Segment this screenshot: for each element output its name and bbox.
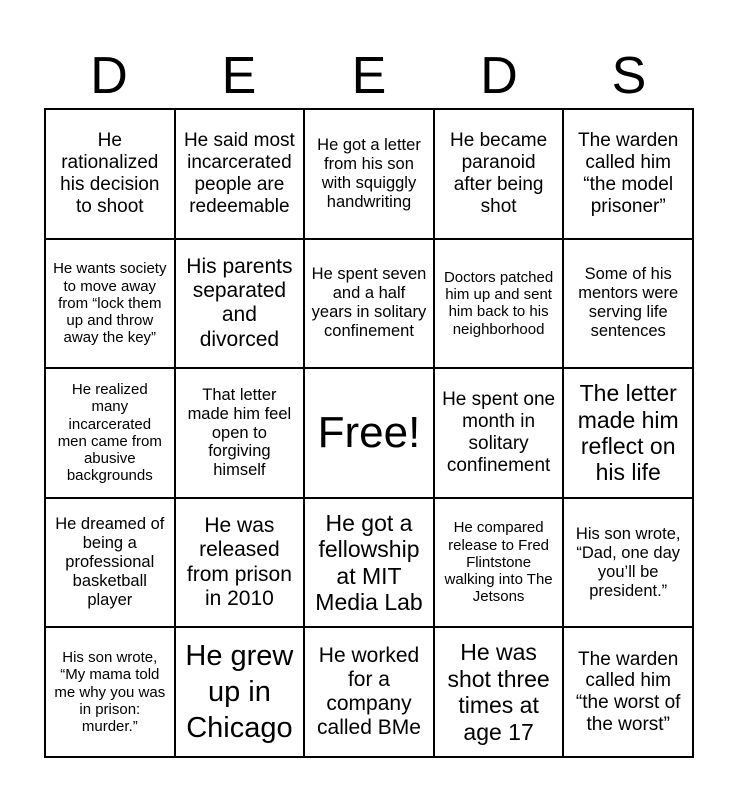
header-letter: D bbox=[90, 47, 128, 105]
bingo-cell[interactable]: He was shot three times at age 17 bbox=[434, 627, 564, 757]
bingo-cell[interactable]: He got a letter from his son with squiggly handwriting bbox=[304, 109, 434, 239]
bingo-cell[interactable]: He dreamed of being a professional basketball player bbox=[45, 498, 175, 628]
header-letter: E bbox=[351, 47, 387, 105]
bingo-cell[interactable]: He worked for a company called BMe bbox=[304, 627, 434, 757]
bingo-cell[interactable]: His son wrote, “Dad, one day you’ll be president.” bbox=[563, 498, 693, 628]
bingo-cell[interactable]: He was released from prison in 2010 bbox=[175, 498, 305, 628]
bingo-cell[interactable]: The warden called him “the model prisoner” bbox=[563, 109, 693, 239]
bingo-cell[interactable]: He became paranoid after being shot bbox=[434, 109, 564, 239]
bingo-cell[interactable]: He got a fellowship at MIT Media Lab bbox=[304, 498, 434, 628]
bingo-cell[interactable]: He compared release to Fred Flintstone walking into The Jetsons bbox=[434, 498, 564, 628]
bingo-cell[interactable]: His parents separated and divorced bbox=[175, 239, 305, 369]
bingo-board bbox=[44, 108, 694, 758]
bingo-cell[interactable]: That letter made him feel open to forgiving himself bbox=[175, 368, 305, 498]
bingo-cell[interactable]: He rationalized his decision to shoot bbox=[45, 109, 175, 239]
bingo-cell[interactable]: The warden called him “the worst of the worst” bbox=[563, 627, 693, 757]
bingo-cell[interactable]: His son wrote, “My mama told me why you was in prison: murder.” bbox=[45, 627, 175, 757]
header-letter: S bbox=[611, 47, 647, 105]
bingo-cell[interactable]: He wants society to move away from “lock them up and throw away the key” bbox=[45, 239, 175, 369]
bingo-cell[interactable]: He spent seven and a half years in solitary confinement bbox=[304, 239, 434, 369]
bingo-cell[interactable]: The letter made him reflect on his life bbox=[563, 368, 693, 498]
bingo-cell[interactable]: He said most incarcerated people are redeemable bbox=[175, 109, 305, 239]
bingo-header bbox=[44, 44, 694, 108]
header-letter: D bbox=[480, 47, 518, 105]
free-cell[interactable]: Free! bbox=[304, 368, 434, 498]
bingo-cell[interactable]: He realized many incarcerated men came from abusive backgrounds bbox=[45, 368, 175, 498]
bingo-cell[interactable]: Doctors patched him up and sent him back to his neighborhood bbox=[434, 239, 564, 369]
bingo-cell[interactable]: He spent one month in solitary confinement bbox=[434, 368, 564, 498]
header-letter: E bbox=[221, 47, 257, 105]
bingo-cell[interactable]: Some of his mentors were serving life sentences bbox=[563, 239, 693, 369]
bingo-cell[interactable]: He grew up in Chicago bbox=[175, 627, 305, 757]
